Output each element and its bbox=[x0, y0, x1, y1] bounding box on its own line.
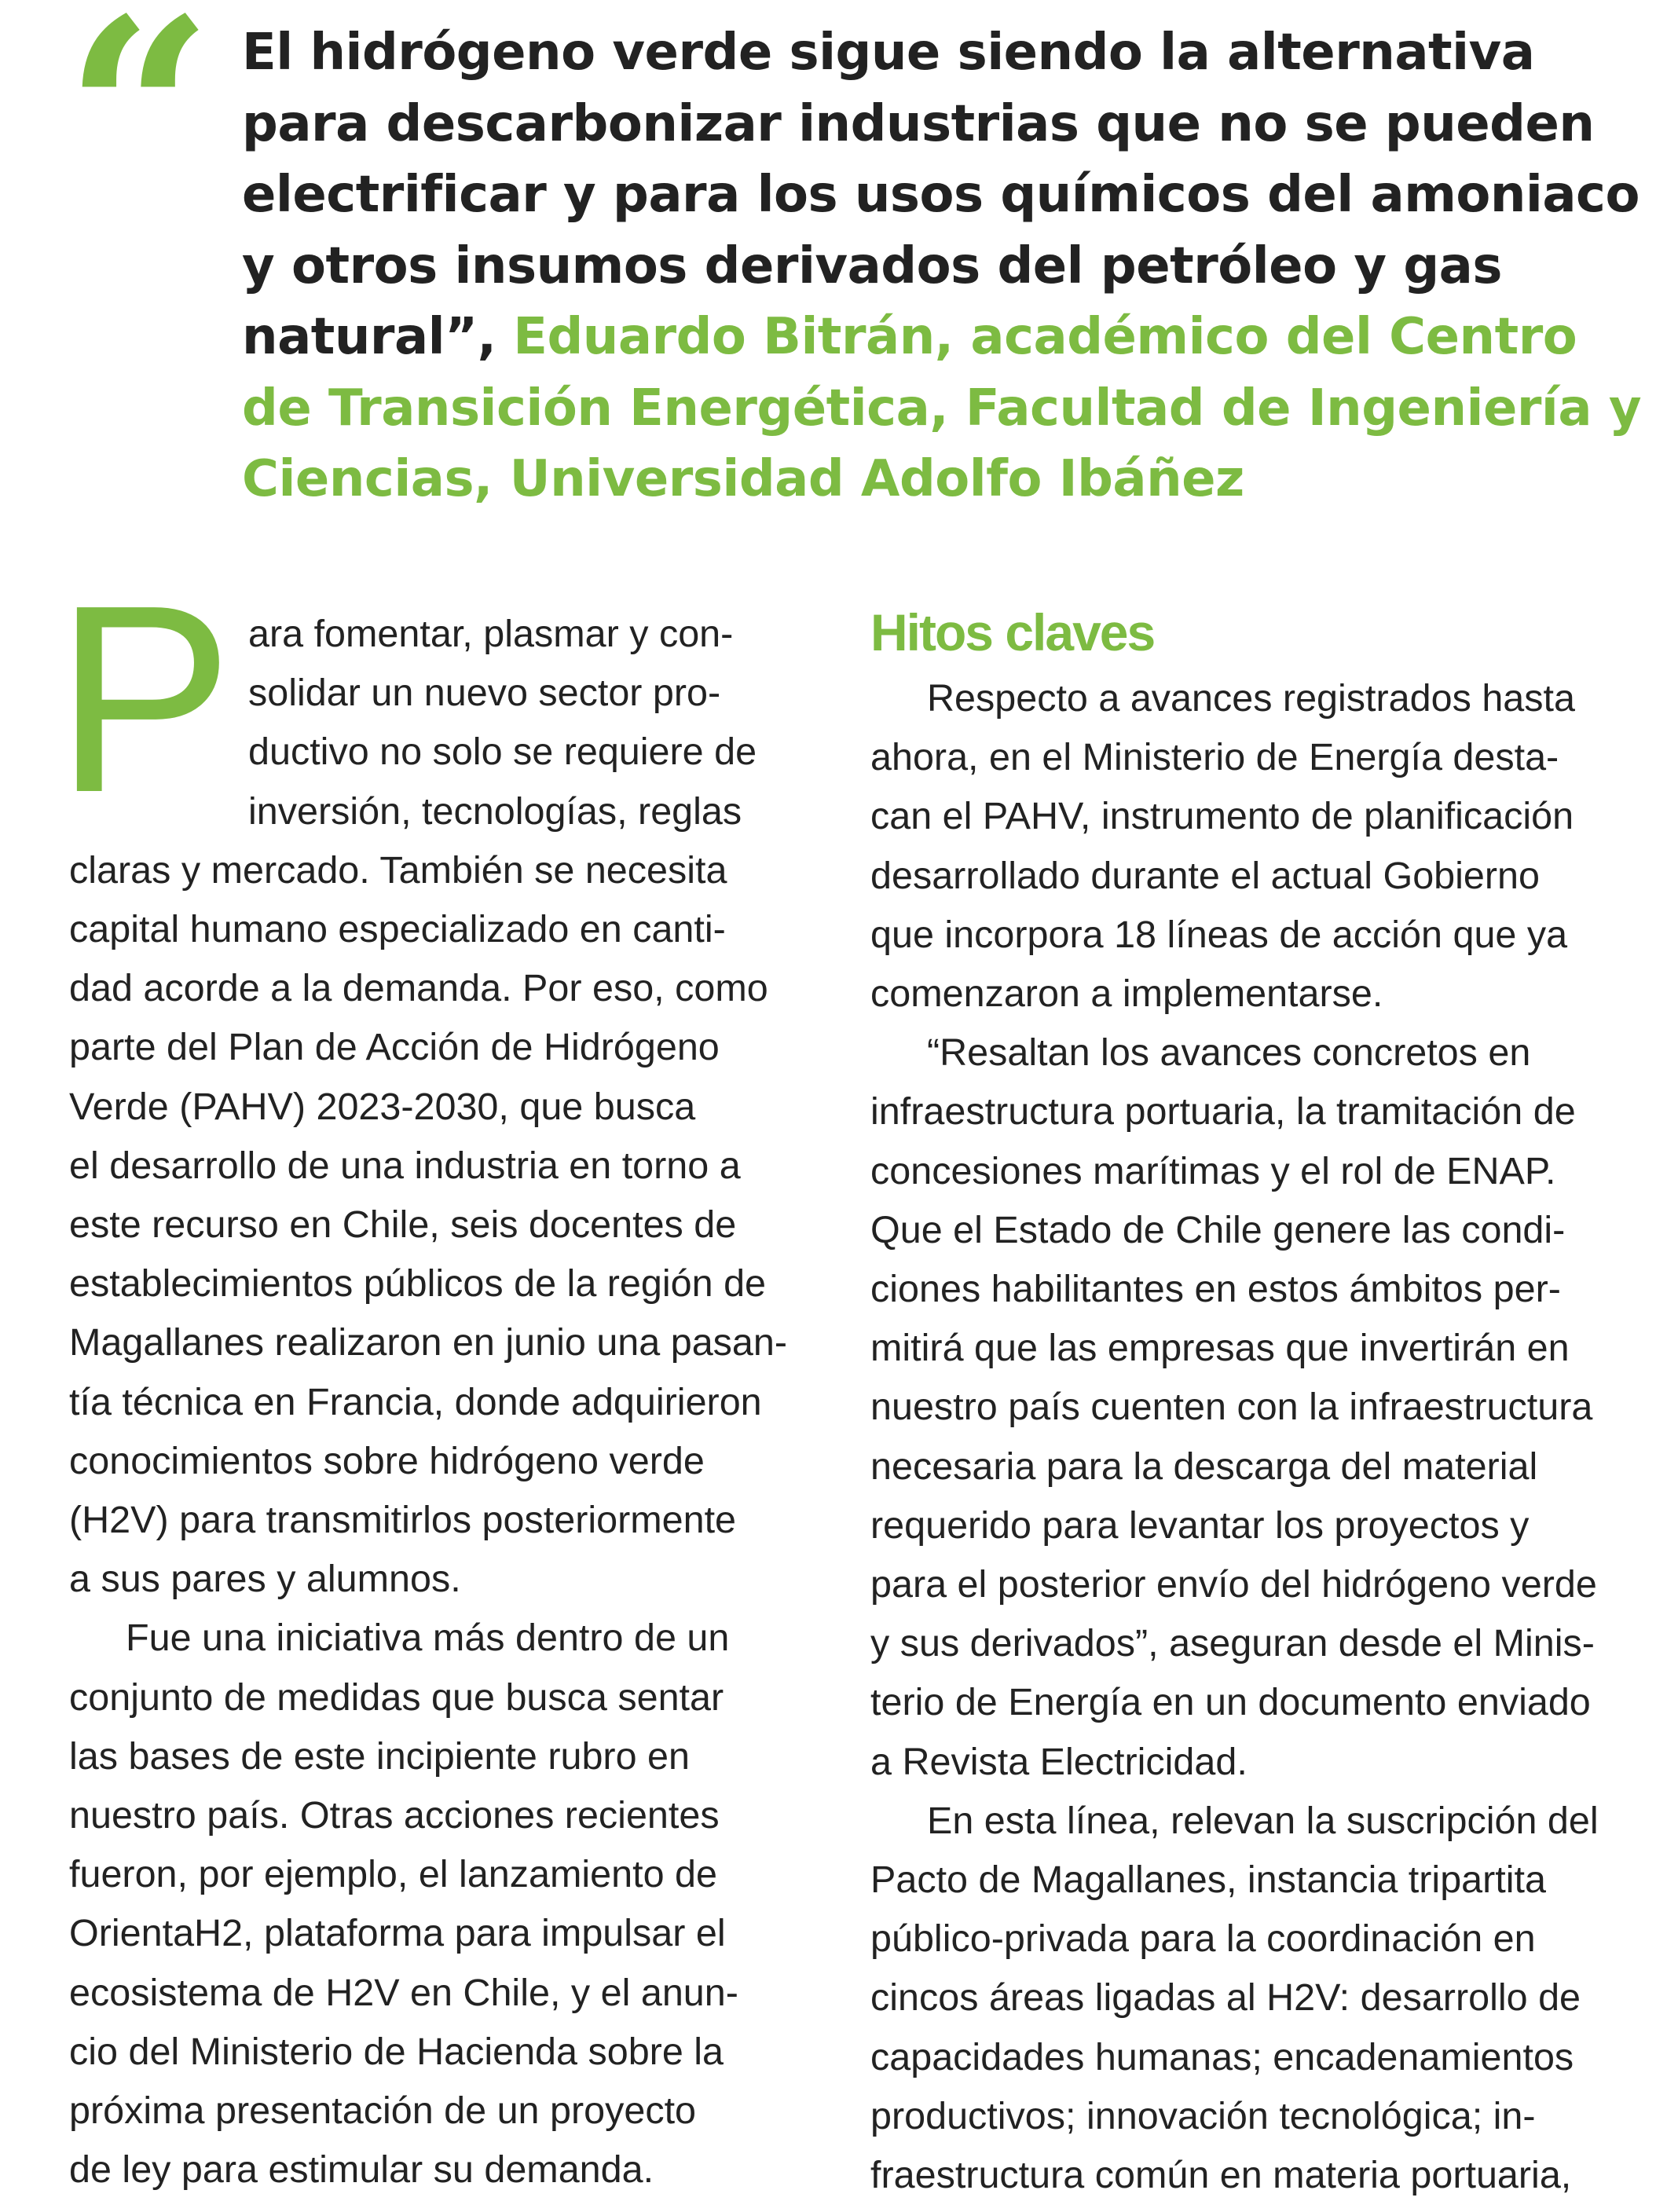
body-line: ahora, en el Ministerio de Energía desta- bbox=[870, 736, 1559, 779]
body-line: cio del Ministerio de Hacienda sobre la bbox=[69, 2030, 724, 2073]
quote-line: para descarbonizar industrias que no se pueden bbox=[242, 94, 1595, 153]
body-line: ecosistema de H2V en Chile, y el anun- bbox=[69, 1971, 738, 2014]
body-line: a sus pares y alumnos. bbox=[69, 1558, 461, 1601]
body-line: Pacto de Magallanes, instancia tripartita bbox=[870, 1859, 1546, 1902]
quote-line: y otros insumos derivados del petróleo y gas bbox=[242, 236, 1502, 295]
body-line: (H2V) para transmitirlos posteriormente bbox=[69, 1499, 737, 1542]
body-line: las bases de este incipiente rubro en bbox=[69, 1734, 690, 1778]
body-line: ara fomentar, plasmar y con- bbox=[248, 613, 734, 655]
body-line: fraestructura común en materia portuaria, bbox=[870, 2154, 1572, 2197]
body-line: Que el Estado de Chile genere las condi- bbox=[870, 1208, 1566, 1251]
body-line: capital humano especializado en canti- bbox=[69, 908, 726, 951]
section-heading: Hitos claves bbox=[870, 603, 1155, 661]
body-line: can el PAHV, instrumento de planificación bbox=[870, 795, 1574, 838]
body-line: mitirá que las empresas que invertirán en bbox=[870, 1327, 1570, 1370]
body-line: establecimientos públicos de la región de bbox=[69, 1262, 767, 1306]
body-line: y sus derivados”, aseguran desde el Minis- bbox=[870, 1622, 1595, 1665]
drop-cap: P bbox=[55, 550, 233, 848]
body-line: concesiones marítimas y el rol de ENAP. bbox=[870, 1149, 1556, 1192]
quote-line: electrificar y para los usos químicos del amoniaco bbox=[242, 166, 1640, 224]
left-column bbox=[69, 605, 823, 2199]
body-line: Fue una iniciativa más dentro de un bbox=[126, 1617, 730, 1660]
quote-line-end: natural”, bbox=[242, 308, 514, 366]
body-line: tía técnica en Francia, donde adquirieron bbox=[69, 1380, 762, 1423]
body-line: cincos áreas ligadas al H2V: desarrollo de bbox=[870, 1976, 1581, 2020]
body-line: para el posterior envío del hidrógeno verde bbox=[870, 1563, 1597, 1606]
body-line: dad acorde a la demanda. Por eso, como bbox=[69, 967, 768, 1010]
quote-attribution: Ciencias, Universidad Adolfo Ibáñez bbox=[242, 450, 1244, 508]
pull-quote bbox=[242, 17, 1642, 515]
body-line: público-privada para la coordinación en bbox=[870, 1917, 1536, 1961]
body-line: conocimientos sobre hidrógeno verde bbox=[69, 1439, 705, 1482]
body-line: requerido para levantar los proyectos y bbox=[870, 1503, 1530, 1547]
body-line: terio de Energía en un documento enviado bbox=[870, 1681, 1591, 1724]
body-line: productivos; innovación tecnológica; in- bbox=[870, 2094, 1536, 2137]
body-line: conjunto de medidas que busca sentar bbox=[69, 1675, 724, 1719]
body-line: ciones habilitantes en estos ámbitos per- bbox=[870, 1268, 1561, 1311]
body-line: infraestructura portuaria, la tramitación de bbox=[870, 1090, 1576, 1133]
body-line: desarrollado durante el actual Gobierno bbox=[870, 854, 1540, 897]
body-line: Magallanes realizaron en junio una pasan- bbox=[69, 1321, 788, 1364]
body-line: “Resaltan los avances concretos en bbox=[927, 1031, 1531, 1075]
body-line: próxima presentación de un proyecto bbox=[69, 2089, 697, 2133]
body-line: claras y mercado. También se necesita bbox=[69, 848, 727, 892]
body-line: parte del Plan de Acción de Hidrógeno bbox=[69, 1026, 720, 1069]
body-line: inversión, tecnologías, reglas bbox=[248, 789, 742, 833]
quote-mark-icon: “ bbox=[64, 0, 182, 266]
quote-attribution: Eduardo Bitrán, académico del Centro bbox=[513, 308, 1577, 366]
body-line: Verde (PAHV) 2023-2030, que busca bbox=[69, 1085, 696, 1128]
body-line: de ley para estimular su demanda. bbox=[69, 2148, 654, 2192]
body-line: solidar un nuevo sector pro- bbox=[248, 672, 721, 715]
body-line: nuestro país cuenten con la infraestructura bbox=[870, 1386, 1593, 1429]
quote-attribution: de Transición Energética, Facultad de Ingeniería y bbox=[242, 379, 1642, 438]
body-line: OrientaH2, plataforma para impulsar el bbox=[69, 1912, 726, 1955]
body-line: el desarrollo de una industria en torno a bbox=[69, 1144, 741, 1187]
body-line: que incorpora 18 líneas de acción que ya bbox=[870, 913, 1568, 956]
body-line: fueron, por ejemplo, el lanzamiento de bbox=[69, 1853, 717, 1896]
quote-line: El hidrógeno verde sigue siendo la alternativa bbox=[242, 24, 1535, 82]
quote-line-with-attribution bbox=[242, 302, 1625, 373]
right-column bbox=[870, 669, 1640, 2205]
body-line: nuestro país. Otras acciones recientes bbox=[69, 1794, 720, 1837]
body-line: En esta línea, relevan la suscripción del bbox=[927, 1799, 1599, 1842]
body-line: comenzaron a implementarse. bbox=[870, 972, 1383, 1016]
body-line: necesaria para la descarga del material bbox=[870, 1445, 1538, 1488]
body-line: Respecto a avances registrados hasta bbox=[927, 677, 1575, 720]
body-line: ductivo no solo se requiere de bbox=[248, 731, 757, 774]
body-line: a Revista Electricidad. bbox=[870, 1740, 1247, 1783]
body-line: capacidades humanas; encadenamientos bbox=[870, 2035, 1574, 2078]
body-line: este recurso en Chile, seis docentes de bbox=[69, 1203, 737, 1247]
